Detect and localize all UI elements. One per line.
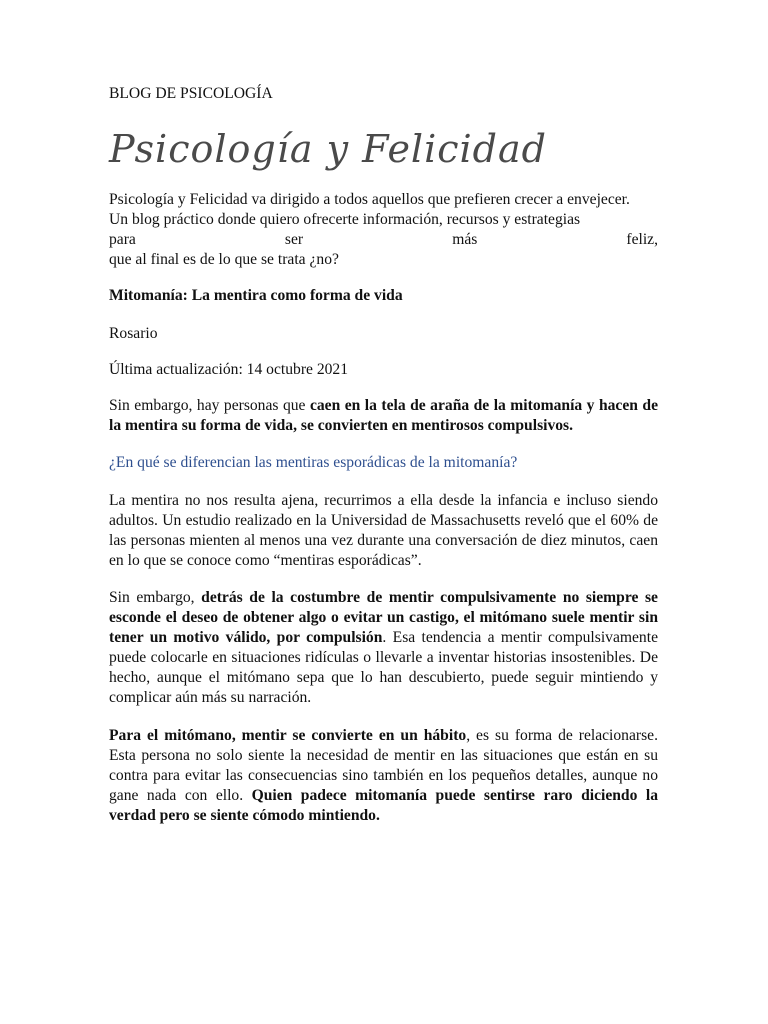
- document-page: [109, 84, 658, 826]
- paragraph-1-text: Sin embargo, hay personas que: [109, 397, 310, 414]
- section-question-heading: ¿En qué se diferencian las mentiras esporádicas de la mitomanía?: [109, 454, 518, 471]
- intro-line-2: Un blog práctico donde quiero ofrecerte información, recursos y estrategias: [109, 211, 581, 228]
- blog-label: BLOG DE PSICOLOGÍA: [109, 85, 273, 102]
- last-updated: Última actualización: 14 octubre 2021: [109, 361, 349, 378]
- paragraph-4-emphasis-end: Quien padece mitomanía puede sentirse raro diciendo la verdad pero se siente cómodo mintiendo.: [109, 787, 659, 824]
- paragraph-2: La mentira no nos resulta ajena, recurrimos a ella desde la infancia e incluso siendo adultos. Un estudio realizado en la Universidad de Massachusetts reveló que el 60% de las personas mienten al menos una vez durante una conversación de diez minutos, caen en lo que se conoce como “mentiras esporádicas”.: [109, 492, 658, 569]
- blog-logo: [109, 120, 547, 176]
- paragraph-3-emphasis: detrás de la costumbre de mentir compulsivamente no siempre se esconde el deseo de obtener algo o evitar un castigo, el mitómano suele mentir sin tener un motivo válido, por compulsión: [109, 589, 658, 646]
- intro-word: ser: [284, 231, 304, 248]
- paragraph-4-text: , es su forma de relacionarse. Esta persona no solo siente la necesidad de mentir en las situaciones que están en su contra para evitar las consecuencias sino también en los pequeños detalles, aunque no gane nada con ello.: [109, 727, 658, 804]
- paragraph-4: [109, 726, 658, 826]
- paragraph-4-emphasis: Para el mitómano, mentir se convierte en un hábito: [109, 727, 467, 744]
- intro-line-1: Psicología y Felicidad va dirigido a todos aquellos que prefieren crecer a envejecer.: [109, 191, 630, 208]
- paragraph-1: [109, 396, 658, 436]
- intro-line-2-continued: [109, 230, 658, 250]
- intro-word: para: [109, 231, 136, 248]
- article-title: Mitomanía: La mentira como forma de vida: [109, 287, 403, 304]
- intro-word: más: [452, 231, 478, 248]
- paragraph-3: [109, 588, 658, 708]
- blog-logo-text: Psicología y Felicidad: [109, 127, 547, 171]
- intro-word: feliz,: [626, 231, 658, 248]
- article-author: Rosario: [109, 325, 158, 342]
- paragraph-3-text: Sin embargo,: [109, 589, 202, 606]
- paragraph-3-text-continued: . Esa tendencia a mentir compulsivamente puede colocarle en situaciones ridículas o llevarle a inventar historias insostenibles. De hecho, aunque el mitómano sepa que lo han descubierto, puede seguir mintiendo y complicar aún más su narración.: [109, 629, 658, 706]
- intro-line-3: que al final es de lo que se trata ¿no?: [109, 251, 339, 268]
- paragraph-1-emphasis: caen en la tela de araña de la mitomanía y hacen de la mentira su forma de vida, se convierten en mentirosos compulsivos.: [109, 397, 658, 434]
- intro-text: [109, 190, 658, 270]
